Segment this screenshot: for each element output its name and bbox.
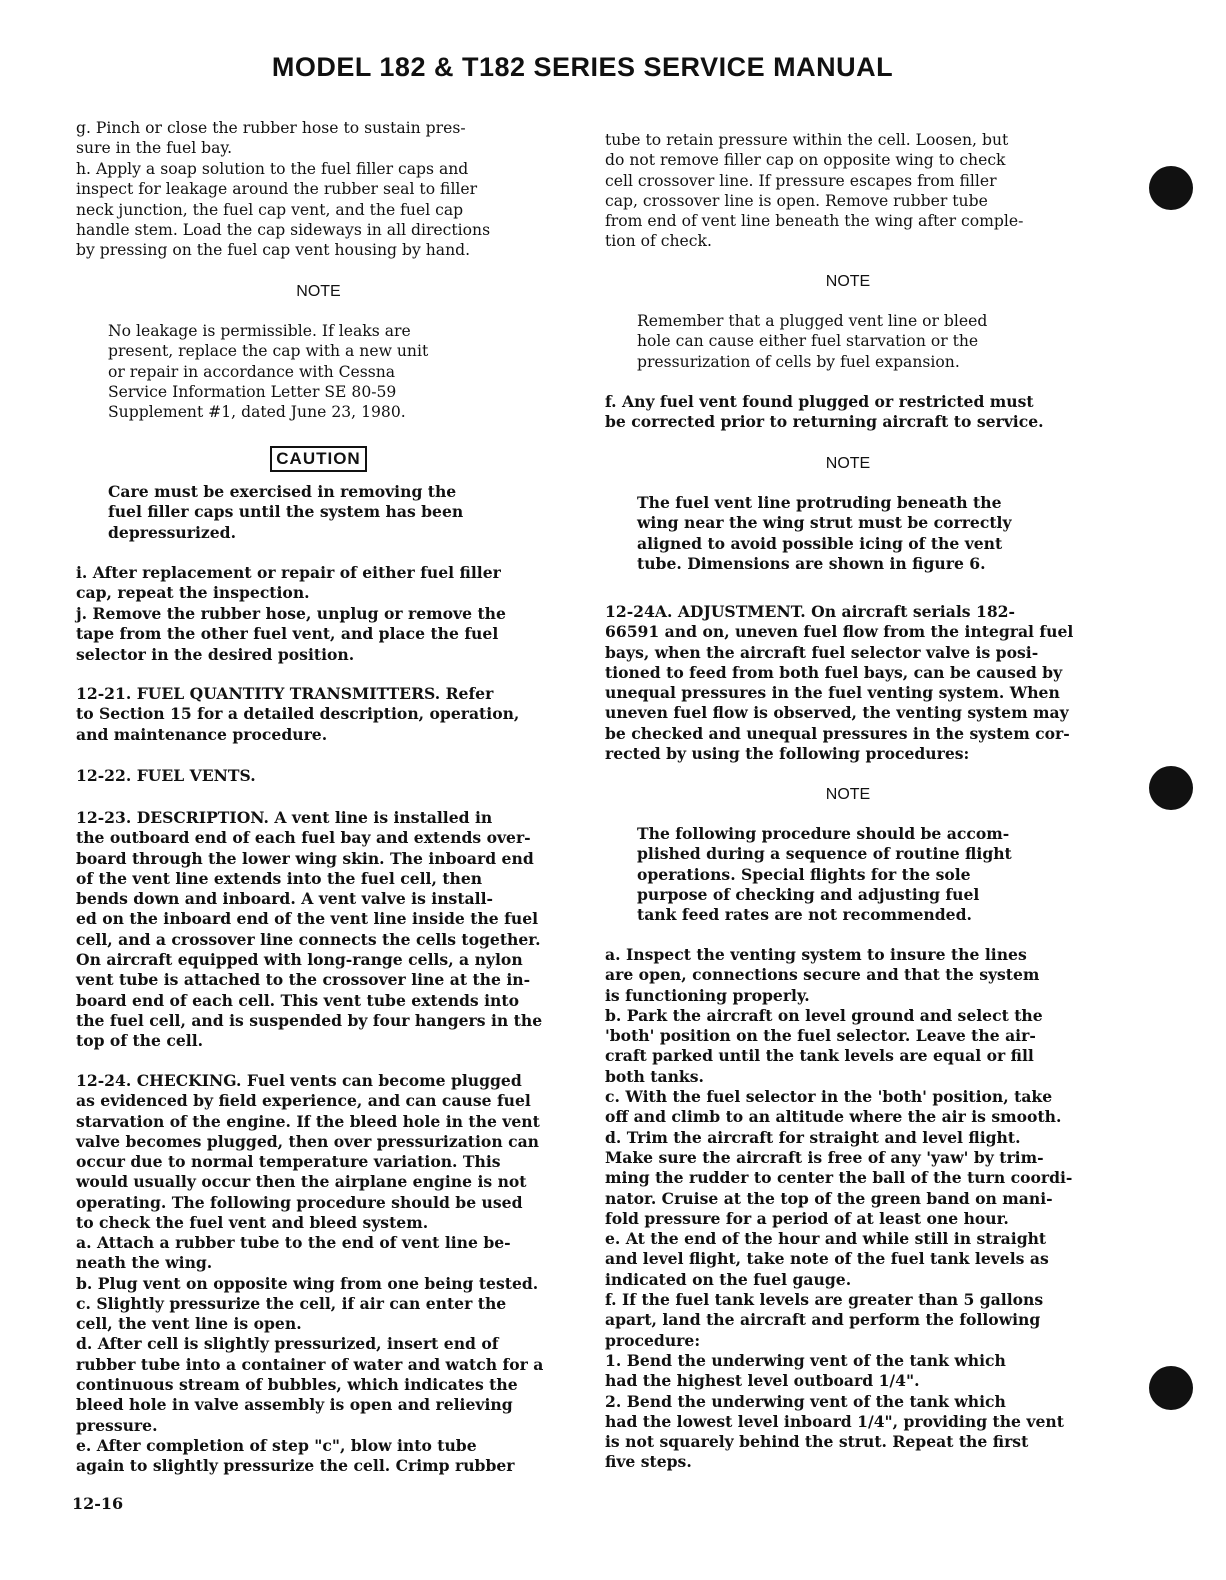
text-line: d. Trim the aircraft for straight and level flight.	[605, 1127, 1021, 1147]
text-line: apart, land the aircraft and perform the following	[605, 1310, 1041, 1330]
text-line: b. Plug vent on opposite wing from one being tested.	[76, 1273, 539, 1293]
note-body	[637, 824, 1091, 925]
text-line: The fuel vent line protruding beneath the	[637, 493, 1002, 512]
note-heading: NOTE	[825, 455, 871, 472]
text-line: rubber tube into a container of water and watch for a	[76, 1354, 544, 1374]
text-line: 12-24A. ADJUSTMENT. On aircraft serials 182-	[605, 602, 1015, 621]
text-line: as evidenced by field experience, and can cause fuel	[76, 1091, 531, 1111]
text-line: cell, the vent line is open.	[76, 1314, 302, 1334]
text-line: uneven fuel flow is observed, the venting system may	[605, 703, 1069, 723]
text-line: neath the wing.	[76, 1253, 213, 1273]
text-line: nator. Cruise at the top of the green band on mani-	[605, 1188, 1053, 1208]
text-line: cell crossover line. If pressure escapes from filler	[605, 171, 997, 190]
text-line: 'both' position on the fuel selector. Leave the air-	[605, 1026, 1036, 1046]
text-line: operations. Special flights for the sole	[637, 864, 971, 884]
text-line: f. If the fuel tank levels are greater than 5 gallons	[605, 1290, 1044, 1310]
paragraph-h	[76, 159, 561, 260]
text-line: bleed hole in valve assembly is open and relieving	[76, 1395, 513, 1415]
text-line: sure in the fuel bay.	[76, 139, 233, 158]
note-body	[108, 321, 561, 422]
text-line: neck junction, the fuel cap vent, and the fuel cap	[76, 200, 464, 219]
section-12-24a	[605, 602, 1091, 764]
text-line: unequal pressures in the fuel venting system. When	[605, 683, 1060, 703]
text-line: cap, repeat the inspection.	[76, 583, 310, 603]
text-line: procedure:	[605, 1330, 701, 1350]
text-line: 12-23. DESCRIPTION. A vent line is installed in	[76, 808, 493, 827]
text-line: had the highest level outboard 1/4".	[605, 1371, 920, 1391]
text-line: j. Remove the rubber hose, unplug or remove the	[76, 604, 506, 623]
text-line: cap, crossover line is open. Remove rubber tube	[605, 191, 988, 210]
text-line: 1. Bend the underwing vent of the tank which	[605, 1350, 1006, 1370]
checking-steps	[76, 1233, 561, 1477]
text-line: five steps.	[605, 1452, 692, 1472]
paragraph-g	[76, 118, 561, 159]
text-line: tube to retain pressure within the cell. Loosen, but	[605, 131, 1009, 149]
text-line: operating. The following procedure should be used	[76, 1192, 523, 1212]
text-line: cell, and a crossover line connects the cells together.	[76, 929, 541, 949]
paragraph-j	[76, 604, 561, 665]
text-line: inspect for leakage around the rubber seal to filler	[76, 180, 478, 199]
note-heading: NOTE	[825, 786, 871, 803]
text-line: valve becomes plugged, then over pressurization can	[76, 1131, 540, 1151]
text-line: a. Attach a rubber tube to the end of vent line be-	[76, 1233, 511, 1252]
text-line: Service Information Letter SE 80-59	[108, 382, 397, 401]
text-line: selector in the desired position.	[76, 644, 355, 664]
section-12-24	[76, 1071, 561, 1233]
punch-hole	[1149, 1366, 1193, 1410]
section-12-22-heading: 12-22. FUEL VENTS.	[76, 766, 256, 785]
text-line: handle stem. Load the cap sideways in all directions	[76, 220, 491, 239]
text-line: present, replace the cap with a new unit	[108, 342, 429, 361]
text-line: plished during a sequence of routine flight	[637, 844, 1012, 864]
text-line: On aircraft equipped with long-range cells, a nylon	[76, 950, 523, 970]
text-line: Make sure the aircraft is free of any 'yaw' by trim-	[605, 1147, 1044, 1167]
note-body	[637, 311, 1091, 372]
text-line: c. Slightly pressurize the cell, if air can enter the	[76, 1293, 507, 1313]
text-line: 12-24. CHECKING. Fuel vents can become plugged	[76, 1071, 522, 1090]
text-line: a. Inspect the venting system to insure the lines	[605, 945, 1027, 964]
text-line: b. Park the aircraft on level ground and select the	[605, 1005, 1043, 1025]
text-line: 2. Bend the underwing vent of the tank which	[605, 1391, 1006, 1411]
text-line: pressure.	[76, 1415, 158, 1435]
text-line: by pressing on the fuel cap vent housing by hand.	[76, 241, 471, 260]
text-line: continuous stream of bubbles, which indicates the	[76, 1375, 518, 1395]
text-line: is functioning properly.	[605, 985, 810, 1005]
text-line: depressurized.	[108, 522, 237, 542]
text-line: tioned to feed from both fuel bays, can be caused by	[605, 662, 1063, 682]
text-line: to check the fuel vent and bleed system.	[76, 1213, 429, 1233]
text-line: Remember that a plugged vent line or bleed	[637, 312, 988, 330]
text-line: occur due to normal temperature variation. This	[76, 1152, 501, 1172]
text-line: e. At the end of the hour and while still in straight	[605, 1229, 1047, 1249]
text-line: fold pressure for a period of at least one hour.	[605, 1208, 1009, 1228]
text-line: would usually occur then the airplane engine is not	[76, 1172, 527, 1192]
text-line: tube. Dimensions are shown in figure 6.	[637, 553, 986, 573]
page-number: 12-16	[72, 1494, 124, 1513]
text-line: f. Any fuel vent found plugged or restricted must	[605, 392, 1034, 411]
text-line: vent tube is attached to the crossover line at the in-	[76, 970, 531, 990]
caution-body	[108, 482, 561, 543]
adjustment-steps	[605, 945, 1091, 1473]
text-line: i. After replacement or repair of either fuel filler	[76, 563, 501, 582]
text-line: c. With the fuel selector in the 'both' position, take	[605, 1087, 1053, 1107]
paragraph-f	[605, 392, 1091, 433]
text-line: 66591 and on, uneven fuel flow from the integral fuel	[605, 622, 1074, 642]
note-heading: NOTE	[296, 283, 341, 300]
step-e-continued	[605, 130, 1091, 252]
text-line: be checked and unequal pressures in the system cor-	[605, 723, 1070, 743]
text-line: ed on the inboard end of the vent line inside the fuel	[76, 909, 539, 929]
text-line: again to slightly pressurize the cell. Crimp rubber	[76, 1456, 515, 1476]
text-line: purpose of checking and adjusting fuel	[637, 884, 980, 904]
text-line: tape from the other fuel vent, and place the fuel	[76, 624, 499, 644]
text-line: of the vent line extends into the fuel cell, then	[76, 868, 483, 888]
text-line: and level flight, take note of the fuel tank levels as	[605, 1249, 1049, 1269]
text-line: board end of each cell. This vent tube extends into	[76, 990, 519, 1010]
text-line: to Section 15 for a detailed description, operation,	[76, 704, 520, 724]
note-heading: NOTE	[825, 273, 871, 290]
text-line: pressurization of cells by fuel expansion.	[637, 352, 960, 371]
text-line: bays, when the aircraft fuel selector valve is posi-	[605, 642, 1039, 662]
text-line: top of the cell.	[76, 1031, 204, 1051]
text-line: tank feed rates are not recommended.	[637, 905, 972, 925]
text-line: off and climb to an altitude where the air is smooth.	[605, 1107, 1062, 1127]
text-line: are open, connections secure and that the system	[605, 965, 1040, 985]
section-12-21	[76, 684, 561, 745]
punch-hole	[1149, 766, 1193, 810]
text-line: wing near the wing strut must be correctly	[637, 513, 1012, 533]
text-line: 12-21. FUEL QUANTITY TRANSMITTERS. Refer	[76, 684, 494, 703]
text-line: aligned to avoid possible icing of the vent	[637, 533, 1003, 553]
text-line: ming the rudder to center the ball of the turn coordi-	[605, 1168, 1073, 1188]
text-line: rected by using the following procedures:	[605, 744, 970, 764]
text-line: both tanks.	[605, 1066, 704, 1086]
text-line: the outboard end of each fuel bay and extends over-	[76, 828, 531, 848]
text-line: hole can cause either fuel starvation or the	[637, 332, 979, 351]
text-line: Care must be exercised in removing the	[108, 482, 457, 501]
text-line: h. Apply a soap solution to the fuel filler caps and	[76, 160, 469, 178]
text-line: do not remove filler cap on opposite wing to check	[605, 151, 1006, 170]
note-body	[637, 493, 1091, 574]
text-line: be corrected prior to returning aircraft to service.	[605, 412, 1044, 432]
text-line: craft parked until the tank levels are equal or fill	[605, 1046, 1034, 1066]
text-line: the fuel cell, and is suspended by four hangers in the	[76, 1010, 543, 1030]
text-line: is not squarely behind the strut. Repeat the first	[605, 1432, 1029, 1452]
text-line: The following procedure should be accom-	[637, 824, 1010, 843]
text-line: d. After cell is slightly pressurized, insert end of	[76, 1334, 499, 1354]
text-line: or repair in accordance with Cessna	[108, 362, 396, 381]
paragraph-i	[76, 563, 561, 604]
text-line: g. Pinch or close the rubber hose to sustain pres-	[76, 119, 466, 137]
text-line: board through the lower wing skin. The inboard end	[76, 848, 534, 868]
page-title: MODEL 182 & T182 SERIES SERVICE MANUAL	[271, 52, 894, 82]
text-line: and maintenance procedure.	[76, 724, 328, 744]
punch-hole	[1149, 166, 1193, 210]
text-line: Supplement #1, dated June 23, 1980.	[108, 403, 406, 422]
text-line: bends down and inboard. A vent valve is install-	[76, 889, 493, 909]
text-line: from end of vent line beneath the wing after comple-	[605, 212, 1024, 231]
text-line: No leakage is permissible. If leaks are	[108, 322, 411, 340]
text-line: starvation of the engine. If the bleed hole in the vent	[76, 1111, 540, 1131]
text-line: had the lowest level inboard 1/4", providing the vent	[605, 1411, 1064, 1431]
caution-label: CAUTION	[270, 446, 366, 472]
text-line: tion of check.	[605, 232, 712, 251]
text-line: e. After completion of step "c", blow into tube	[76, 1435, 477, 1455]
text-line: indicated on the fuel gauge.	[605, 1269, 852, 1289]
text-line: fuel filler caps until the system has been	[108, 502, 464, 522]
section-12-23	[76, 808, 561, 1052]
